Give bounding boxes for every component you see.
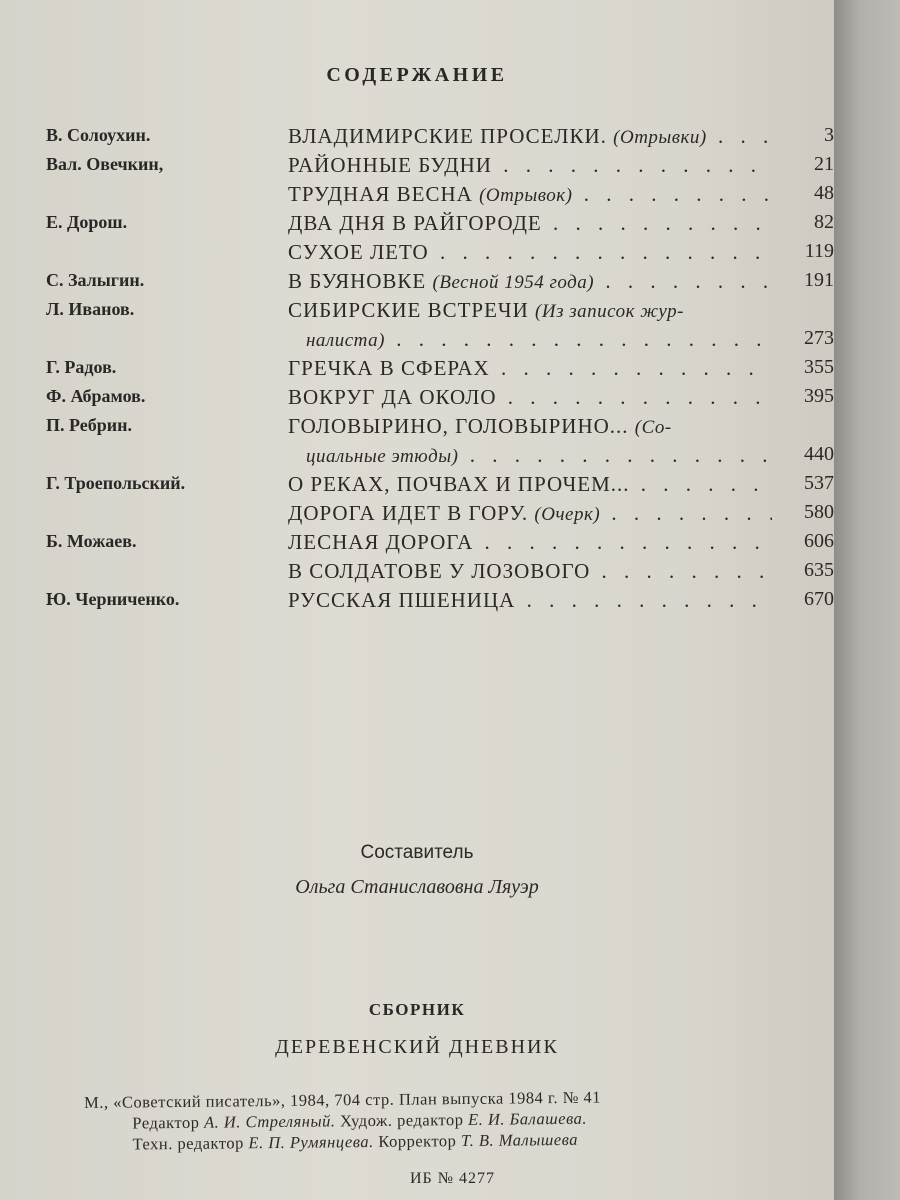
toc-title (288, 501, 772, 526)
toc-page-number: 191 (804, 269, 834, 291)
toc-subtitle: циальные этюды) (306, 446, 459, 467)
toc-title-text: ТРУДНАЯ ВЕСНА (288, 182, 473, 206)
toc-author: Вал. Овечкин, (46, 154, 164, 174)
toc-title (288, 269, 772, 294)
imprint-block (84, 1084, 834, 1155)
toc-title-text: О РЕКАХ, ПОЧВАХ И ПРОЧЕМ... (288, 472, 630, 496)
collection-title: ДЕРЕВЕНСКИЙ ДНЕВНИК (275, 1036, 559, 1058)
toc-row (0, 267, 834, 296)
toc-author: С. Залыгин. (46, 270, 145, 290)
toc-title-text: ДОРОГА ИДЕТ В ГОРУ. (288, 501, 529, 525)
toc-row (0, 238, 834, 267)
toc-title (288, 530, 772, 555)
toc-title (288, 182, 772, 207)
toc-row (0, 180, 834, 209)
toc-page-number: 355 (804, 356, 834, 378)
toc-row (0, 557, 834, 586)
toc-row (0, 354, 834, 383)
toc-title (288, 153, 772, 178)
toc-title-text: ВОКРУГ ДА ОКОЛО (288, 385, 497, 409)
toc-title-text: СУХОЕ ЛЕТО (288, 240, 429, 264)
compiler-label: Составитель (360, 842, 474, 863)
toc-title (288, 240, 772, 265)
toc-subtitle: налиста) (306, 330, 385, 351)
toc-row (0, 325, 834, 354)
toc-title (288, 588, 772, 613)
compiler-name: Ольга Станиславовна Ляуэр (295, 876, 539, 898)
toc-author: Г. Троепольский. (46, 473, 186, 493)
toc-title (288, 385, 772, 410)
toc-title-text: РУССКАЯ ПШЕНИЦА (288, 588, 516, 612)
imprint-text: Корректор (373, 1131, 462, 1151)
toc-author: П. Ребрин. (46, 415, 133, 435)
toc-page-number: 440 (804, 443, 834, 465)
contents-heading: СОДЕРЖАНИЕ (326, 64, 508, 86)
imprint-name: Е. И. Балашева. (468, 1108, 588, 1129)
toc-row (0, 470, 834, 499)
toc-title (288, 356, 772, 381)
toc-page-number: 48 (814, 182, 834, 204)
toc-title-text: ДВА ДНЯ В РАЙГОРОДЕ (288, 211, 542, 235)
toc-row (0, 528, 834, 557)
toc-row (0, 586, 834, 615)
imprint-text: Худож. редактор (335, 1109, 469, 1131)
toc-subtitle: (Очерк) (534, 504, 601, 525)
toc-page-number: 119 (804, 240, 834, 262)
toc-title-text: СИБИРСКИЕ ВСТРЕЧИ (288, 298, 529, 322)
toc-subtitle: (Со- (634, 417, 672, 438)
toc-title-text: ГОЛОВЫРИНО, ГОЛОВЫРИНО... (288, 414, 629, 438)
toc-page-number: 82 (814, 211, 834, 233)
toc-author: Е. Дорош. (46, 212, 128, 232)
toc-row (0, 383, 834, 412)
toc-page-number: 635 (804, 559, 834, 581)
toc-subtitle: (Из записок жур- (535, 301, 684, 322)
toc-page-number: 395 (804, 385, 834, 407)
imprint-name: Е. П. Румянцева. (248, 1131, 374, 1153)
toc-title (306, 327, 772, 352)
imprint-name: Т. В. Малышева (460, 1129, 579, 1151)
imprint-line-publisher: М., «Советский писатель», 1984, 704 стр. План выпуска 1984 г. № 41 (84, 1087, 602, 1112)
toc-author: Б. Можаев. (46, 531, 137, 551)
toc-subtitle: (Отрывки) (613, 127, 707, 148)
toc-row (0, 499, 834, 528)
collection-label: СБОРНИК (368, 1000, 466, 1019)
table-of-contents (0, 122, 834, 615)
toc-title (288, 298, 772, 323)
toc-page-number: 670 (804, 588, 834, 610)
toc-title (288, 124, 772, 149)
toc-title (306, 443, 772, 468)
imprint-name: А. И. Стреляный. (203, 1111, 336, 1132)
toc-title (288, 414, 772, 439)
imprint-text: Техн. редактор (132, 1133, 249, 1154)
toc-title-text: ЛЕСНАЯ ДОРОГА (288, 530, 474, 554)
toc-page-number: 580 (804, 501, 834, 523)
toc-title-text: РАЙОННЫЕ БУДНИ (288, 153, 492, 177)
imprint-text: Редактор (132, 1112, 205, 1133)
toc-row (0, 151, 834, 180)
toc-row (0, 209, 834, 238)
toc-page-number: 537 (804, 472, 834, 494)
toc-page-number: 606 (804, 530, 834, 552)
toc-author: Ф. Абрамов. (46, 386, 146, 406)
toc-title-text: В БУЯНОВКЕ (288, 269, 427, 293)
toc-title (288, 559, 772, 584)
toc-subtitle: (Весной 1954 года) (432, 272, 595, 293)
toc-row (0, 412, 834, 441)
toc-row (0, 122, 834, 151)
toc-title-text: В СОЛДАТОВЕ У ЛОЗОВОГО (288, 559, 591, 583)
page-edge-shadow (834, 0, 900, 1200)
toc-author: Ю. Черниченко. (46, 589, 180, 609)
toc-title (288, 472, 772, 497)
toc-title-text: ВЛАДИМИРСКИЕ ПРОСЕЛКИ. (288, 124, 607, 148)
toc-author: В. Солоухин. (46, 125, 151, 145)
toc-title (288, 211, 772, 236)
toc-row (0, 441, 834, 470)
ib-number: ИБ № 4277 (410, 1170, 496, 1187)
toc-page-number: 21 (814, 153, 834, 175)
toc-title-text: ГРЕЧКА В СФЕРАХ (288, 356, 490, 380)
toc-author: Г. Радов. (46, 357, 117, 377)
toc-page-number: 273 (804, 327, 834, 349)
toc-row (0, 296, 834, 325)
toc-author: Л. Иванов. (46, 299, 135, 319)
toc-page-number: 3 (824, 124, 834, 146)
toc-subtitle: (Отрывок) (479, 185, 573, 206)
